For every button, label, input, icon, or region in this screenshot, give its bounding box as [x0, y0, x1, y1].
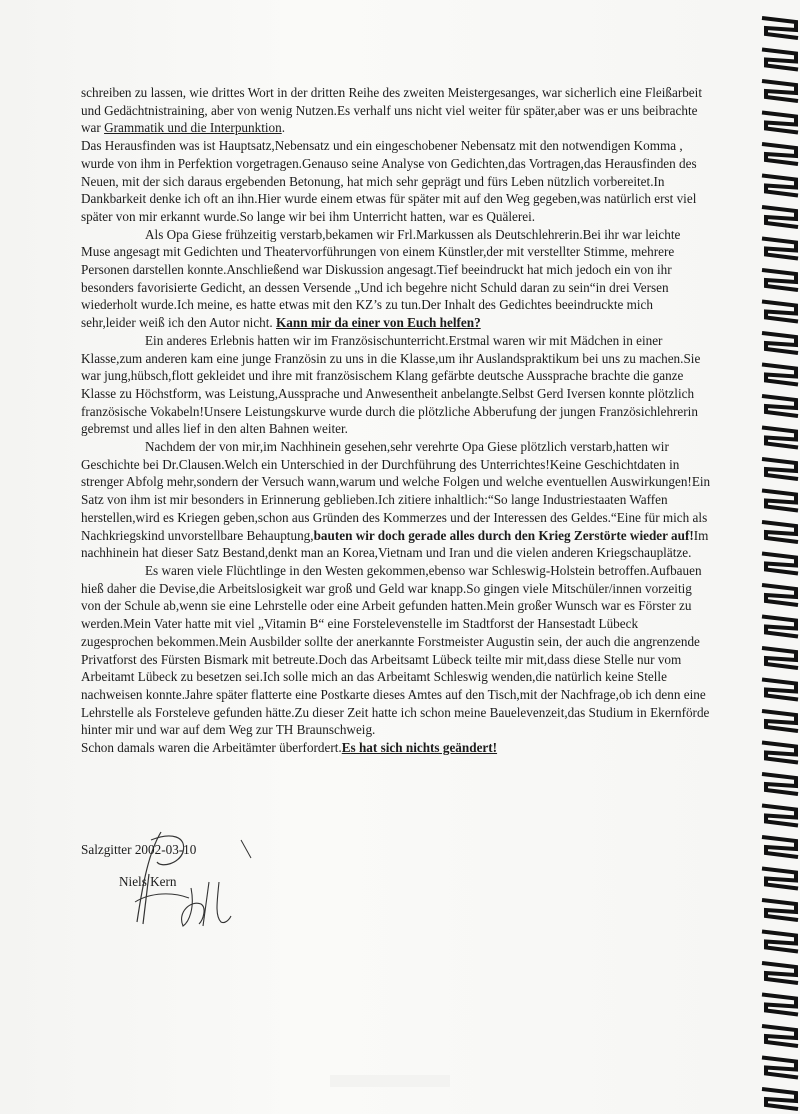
author-name: Niels Kern [119, 874, 177, 889]
signature-block [81, 842, 341, 932]
place-date: Salzgitter 2002-03-10 [81, 842, 197, 857]
binding-coil [762, 302, 798, 322]
binding-coil [762, 774, 798, 794]
bold-conclusion: Es hat sich nichts geändert! [341, 740, 498, 756]
scan-smudge [330, 1075, 450, 1087]
binding-coil [762, 396, 798, 416]
binding-coil [762, 333, 798, 353]
paragraph-2: Das Herausfinden was ist Hauptsatz,Nebensatz und ein eingeschobener Nebensatz mit den notwendigen Komma , wurde von ihm in Perfektion vorgetragen.Genauso seine Analyse von Gedichten,das Vortragen,das Herausfinden des Neuen, mit der sich daraus ergebenden Betonung, hat mich sehr geprägt und fürs Leben nützlich vorbereitet.In Dankbarkeit denke ich oft an ihn.Hier wurde einem etwas für später mit auf den Weg gegeben,was natürlich erst viel später von mir erkannt wurde.So lange wir bei ihm Unterricht hatten, war es Quälerei. [81, 138, 697, 224]
binding-coil [762, 554, 798, 574]
spiral-binding [760, 0, 800, 1114]
paragraph-5: Nachdem der von mir,im Nachhinein gesehen,sehr verehrte Opa Giese plötzlich verstarb,hatten wir Geschichte bei Dr.Clausen.Welch ein Unterschied in der Durchführung des Unterrichtes!Keine Geschichtdaten in strenger Abfolg mehr,sondern der Versuch wann,warum und welche Folgen und welche eventuellen Auswirkungen!Ein Satz von ihm ist mir besonders in Erinnerung geblieben.Ich zitiere inhaltlich:“So lange Industriestaaten Waffen herstellen,wird es Kriegen geben,schon aus Gründen des Kommerzes und der Interessen des Geldes.“Eine für mich als Nachkriegskind unvorstellbare Behauptung,bauten wir doch gerade alles durch den Krieg Zerstörte wieder auf!Im nachhinein hat dieser Satz Bestand,denkt man an Korea,Vietnam und Iran und die vielen anderen Kriegschauplätze. [81, 439, 711, 561]
binding-coil [762, 113, 798, 133]
binding-coil [762, 1058, 798, 1078]
binding-coil [762, 680, 798, 700]
binding-coil [762, 365, 798, 385]
document-body [81, 84, 711, 757]
paragraph-6: Es waren viele Flüchtlinge in den Westen gekommen,ebenso war Schleswig-Holstein betroffen.Aufbauen hieß daher die Devise,die Arbeitslosigkeit war groß und Geld war knapp.So gingen viele Mitschüler/innen vorzeitig von der Schule ab,wenn sie eine Lehrstelle oder eine Arbeit gefunden hatten.Mein großer Wunsch war es Förster zu werden.Mein Vater hatte mit viel „Vitamin B“ eine Forstelevenstelle im Stadtforst der Hansestadt Lübeck zugesprochen bekommen.Mein Ausbilder sollte der anerkannte Forstmeister Augustin sein, der auch die angrenzende Privatforst des Fürsten Bismark mit betreute.Doch das Arbeitsamt Lübeck teilte mir mit,dass diese Stelle nur vom Arbeitamt Lübeck zu besetzen sei.Ich solle mich an das Arbeitamt Schleswig wenden,die natürlich keine Stelle nachweisen konnte.Jahre später flatterte eine Postkarte dieses Amtes auf den Tisch,mit der Nachfrage,ob ich denn eine Lehrstelle als Forsteleve gefunden hätte.Zu dieser Zeit hatte ich schon meine Bauelevenzeit,das Studium in Ekernförde hinter mir und war auf dem Weg zur TH Braunschweig. [81, 562, 710, 738]
binding-coil [762, 963, 798, 983]
binding-coil [762, 207, 798, 227]
underlined-phrase: Grammatik und die Interpunktion [104, 120, 282, 136]
paragraph-3: Als Opa Giese frühzeitig verstarb,bekamen wir Frl.Markussen als Deutschlehrerin.Bei ihr war leichte Muse angesagt mit Gedichten und Theatervorführungen von einem Künstler,der mit verstellter Stimme, mehrere Personen darstellen konnte.Anschließend war Diskussion angesagt.Tief beeindruckt hat mich jedoch ein von ihr besonders favorisierte Gedicht, an dessen Versende „Und ich begehre nicht Schuld daran zu sein“in drei Versen wiederholt wurde.Ich meine, es hatte etwas mit den KZ’s zu tun.Der Inhalt des Gedichtes beeindruckte mich sehr,leider weiß ich den Autor nicht. Kann mir da einer von Euch helfen? [81, 226, 681, 331]
binding-coil [762, 428, 798, 448]
binding-coil [762, 270, 798, 290]
paragraph-4: Ein anderes Erlebnis hatten wir im Französischunterricht.Erstmal waren wir mit Mädchen in einer Klasse,zum anderen kam eine junge Französin zu uns in die Klasse,um ihr Auslandspraktikum bei uns zu machen.Sie war jung,hübsch,flott gekleidet und ihre mit französischem Klang gefärbte deutsche Aussprache brachte die ganze Klasse zu Höchstform, was Leistung,Aussprache und Anwesentheit anbelangte.Selbst Gerd Iversen konnte plötzlich französische Vokabeln!Unsere Leistungskurve wurde durch die plötzliche Abberufung der jungen Französichlehrerin gebremst und alles lief in den alten Bahnen weiter. [81, 332, 701, 437]
binding-coil [762, 648, 798, 668]
binding-coil [762, 459, 798, 479]
binding-coil [762, 1026, 798, 1046]
binding-coil [762, 900, 798, 920]
bold-question: Kann mir da einer von Euch helfen? [276, 315, 481, 331]
binding-coil [762, 869, 798, 889]
binding-coil [762, 176, 798, 196]
binding-coil [762, 491, 798, 511]
binding-coil [762, 522, 798, 542]
binding-coil [762, 81, 798, 101]
binding-coil [762, 144, 798, 164]
paragraph-7: Schon damals waren die Arbeitämter überfordert.Es hat sich nichts geändert! [81, 740, 498, 756]
bold-phrase: bauten wir doch gerade alles durch den Krieg Zerstörte wieder auf! [313, 527, 694, 543]
binding-coil [762, 995, 798, 1015]
paragraph-1: schreiben zu lassen, wie drittes Wort in der dritten Reihe des zweiten Meistergesanges, war sicherlich eine Fleißarbeit und Gedächtnistraining, aber von wenig Nutzen.Es verhalf uns nicht viel weiter für später,aber was er uns beibrachte war Grammatik und die Interpunktion. [81, 85, 702, 136]
binding-coil [762, 743, 798, 763]
binding-coil [762, 617, 798, 637]
binding-coil [762, 1089, 798, 1109]
binding-coil [762, 711, 798, 731]
binding-coil [762, 239, 798, 259]
binding-coil [762, 806, 798, 826]
handwritten-signature [91, 812, 291, 932]
binding-coil [762, 50, 798, 70]
binding-coil [762, 837, 798, 857]
binding-coil [762, 932, 798, 952]
binding-coil [762, 18, 798, 38]
binding-coil [762, 585, 798, 605]
